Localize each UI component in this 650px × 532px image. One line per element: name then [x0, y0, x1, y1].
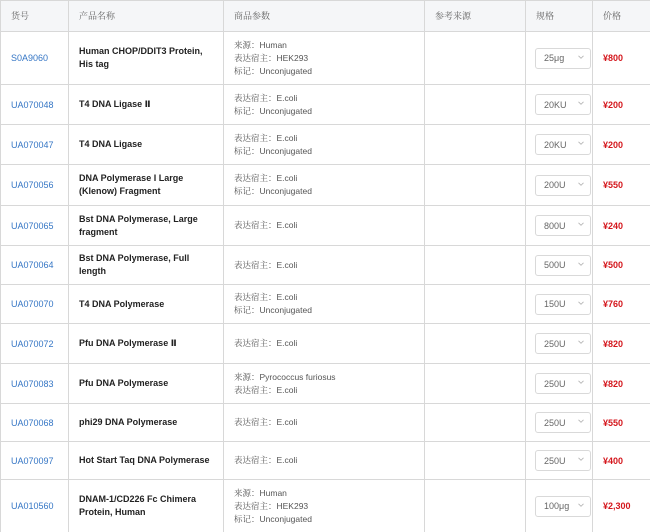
param-line: 表达宿主：E.coli — [234, 173, 298, 183]
reference-cell — [425, 165, 526, 206]
chevron-down-icon — [578, 54, 584, 60]
reference-cell — [425, 480, 526, 532]
spec-cell — [526, 324, 593, 364]
product-name[interactable]: DNAM-1/CD226 Fc Chimera Protein, Human — [69, 480, 224, 532]
sku-link[interactable]: UA070047 — [11, 139, 54, 150]
spec-value: 250U — [544, 338, 566, 349]
header-params: 商品参数 — [224, 1, 425, 32]
spec-select[interactable] — [535, 255, 591, 276]
header-ref: 参考来源 — [425, 1, 526, 32]
spec-value: 250U — [544, 455, 566, 466]
price-cell: ¥550 — [593, 404, 650, 442]
sku-link[interactable]: S0A9060 — [11, 53, 49, 63]
param-line: 来源：Human — [234, 487, 287, 498]
sku-cell — [1, 246, 69, 285]
sku-cell — [1, 442, 69, 480]
spec-select[interactable] — [535, 48, 591, 69]
price-cell: ¥760 — [593, 285, 650, 324]
header-price: 价格 — [593, 1, 650, 32]
spec-select[interactable] — [535, 496, 591, 517]
spec-cell — [526, 404, 593, 442]
product-name[interactable]: DNA Polymerase I Large (Klenow) Fragment — [69, 165, 224, 206]
product-name[interactable]: Bst DNA Polymerase, Large fragment — [69, 206, 224, 246]
product-name[interactable]: Pfu DNA Polymerase — [69, 364, 224, 404]
spec-select[interactable] — [535, 450, 591, 471]
spec-value: 20KU — [544, 99, 567, 110]
param-line: 标记：Unconjugated — [234, 305, 312, 315]
sku-cell — [1, 125, 69, 165]
product-params — [224, 206, 425, 246]
product-name[interactable]: T4 DNA Ligase — [69, 125, 224, 165]
product-params — [224, 442, 425, 480]
price-cell: ¥200 — [593, 85, 650, 125]
product-params — [224, 32, 425, 85]
sku-cell — [1, 364, 69, 404]
spec-value: 250U — [544, 417, 566, 428]
product-params — [224, 125, 425, 165]
spec-cell — [526, 285, 593, 324]
spec-select[interactable] — [535, 175, 591, 196]
product-name[interactable]: phi29 DNA Polymerase — [69, 404, 224, 442]
chevron-down-icon — [578, 502, 584, 508]
sku-cell — [1, 324, 69, 364]
spec-cell — [526, 206, 593, 246]
param-line: 标记：Unconjugated — [234, 186, 312, 196]
spec-select[interactable] — [535, 134, 591, 155]
sku-link[interactable]: UA010560 — [11, 501, 54, 511]
param-line: 来源：Pyrococcus furiosus — [234, 371, 336, 382]
spec-value: 800U — [544, 220, 566, 231]
spec-select[interactable] — [535, 412, 591, 433]
product-params — [224, 480, 425, 532]
sku-cell — [1, 165, 69, 206]
reference-cell — [425, 285, 526, 324]
table-row — [1, 246, 650, 285]
param-line: 表达宿主：E.coli — [234, 292, 298, 302]
table-row — [1, 32, 650, 85]
spec-select[interactable] — [535, 333, 591, 354]
header-name: 产品名称 — [69, 1, 224, 32]
table-row — [1, 85, 650, 125]
price-cell: ¥200 — [593, 125, 650, 165]
param-line: 表达宿主：E.coli — [234, 220, 298, 230]
product-name[interactable]: T4 DNA Polymerase — [69, 285, 224, 324]
sku-cell — [1, 85, 69, 125]
price-cell: ¥820 — [593, 364, 650, 404]
param-line: 表达宿主：HEK293 — [234, 52, 309, 63]
spec-select[interactable] — [535, 373, 591, 394]
chevron-down-icon — [578, 339, 584, 345]
param-line: 标记：Unconjugated — [234, 65, 312, 76]
product-params — [224, 324, 425, 364]
table-row — [1, 285, 650, 324]
spec-value: 25μg — [544, 53, 565, 63]
spec-cell — [526, 32, 593, 85]
table-row — [1, 206, 650, 246]
param-line: 表达宿主：E.coli — [234, 338, 298, 348]
spec-select[interactable] — [535, 294, 591, 315]
product-params — [224, 246, 425, 285]
spec-cell — [526, 364, 593, 404]
reference-cell — [425, 404, 526, 442]
sku-link[interactable]: UA070065 — [11, 220, 54, 231]
reference-cell — [425, 246, 526, 285]
sku-link[interactable]: UA070056 — [11, 180, 54, 190]
header-sku: 货号 — [1, 1, 69, 32]
sku-link[interactable]: UA070070 — [11, 299, 54, 309]
product-name[interactable]: Bst DNA Polymerase, Full length — [69, 246, 224, 285]
product-params — [224, 85, 425, 125]
spec-select[interactable] — [535, 94, 591, 115]
table-row — [1, 364, 650, 404]
chevron-down-icon — [578, 100, 584, 106]
spec-cell — [526, 246, 593, 285]
spec-cell — [526, 85, 593, 125]
chevron-down-icon — [578, 300, 584, 306]
sku-cell — [1, 32, 69, 85]
sku-link[interactable]: UA070072 — [11, 338, 54, 349]
table-row — [1, 125, 650, 165]
param-line: 标记：Unconjugated — [234, 145, 312, 156]
price-cell: ¥820 — [593, 324, 650, 364]
chevron-down-icon — [578, 140, 584, 146]
product-name[interactable]: Hot Start Taq DNA Polymerase — [69, 442, 224, 480]
product-params — [224, 165, 425, 206]
reference-cell — [425, 125, 526, 165]
chevron-down-icon — [578, 181, 584, 187]
param-line: 表达宿主：E.coli — [234, 132, 298, 143]
sku-link[interactable]: UA070083 — [11, 378, 54, 389]
sku-cell — [1, 404, 69, 442]
sku-link[interactable]: UA070064 — [11, 260, 54, 270]
table-row — [1, 480, 650, 532]
product-params — [224, 285, 425, 324]
param-line: 表达宿主：E.coli — [234, 259, 298, 270]
header-spec: 规格 — [526, 1, 593, 32]
spec-cell — [526, 442, 593, 480]
price-cell: ¥500 — [593, 246, 650, 285]
reference-cell — [425, 442, 526, 480]
sku-cell — [1, 206, 69, 246]
table-row — [1, 165, 650, 206]
chevron-down-icon — [578, 379, 584, 385]
table-row — [1, 324, 650, 364]
price-cell: ¥2,300 — [593, 480, 650, 532]
param-line: 表达宿主：HEK293 — [234, 500, 309, 511]
param-line: 标记：Unconjugated — [234, 105, 312, 116]
product-name[interactable]: Pfu DNA Polymerase Ⅱ — [69, 324, 224, 364]
sku-link[interactable]: UA070048 — [11, 99, 54, 110]
param-line: 表达宿主：E.coli — [234, 455, 298, 465]
product-params — [224, 404, 425, 442]
param-line: 表达宿主：E.coli — [234, 384, 298, 395]
chevron-down-icon — [578, 456, 584, 462]
param-line: 标记：Unconjugated — [234, 513, 312, 524]
price-cell: ¥800 — [593, 32, 650, 85]
sku-cell — [1, 285, 69, 324]
table-row — [1, 442, 650, 480]
param-line: 表达宿主：E.coli — [234, 92, 298, 103]
sku-cell — [1, 480, 69, 532]
chevron-down-icon — [578, 221, 584, 227]
sku-link[interactable]: UA070068 — [11, 417, 54, 428]
reference-cell — [425, 206, 526, 246]
price-cell: ¥550 — [593, 165, 650, 206]
table-header-row — [1, 1, 650, 32]
spec-value: 200U — [544, 180, 566, 190]
spec-value: 500U — [544, 260, 566, 270]
param-line: 来源：Human — [234, 39, 287, 50]
price-cell: ¥400 — [593, 442, 650, 480]
param-line: 表达宿主：E.coli — [234, 417, 298, 427]
table-row — [1, 404, 650, 442]
product-params — [224, 364, 425, 404]
spec-value: 150U — [544, 299, 566, 309]
chevron-down-icon — [578, 261, 584, 267]
reference-cell — [425, 32, 526, 85]
reference-cell — [425, 85, 526, 125]
spec-value: 250U — [544, 378, 566, 389]
spec-cell — [526, 165, 593, 206]
spec-value: 20KU — [544, 139, 567, 150]
reference-cell — [425, 364, 526, 404]
spec-value: 100μg — [544, 501, 570, 511]
product-name[interactable]: Human CHOP/DDIT3 Protein, His tag — [69, 32, 224, 85]
spec-cell — [526, 480, 593, 532]
product-name[interactable]: T4 DNA Ligase Ⅱ — [69, 85, 224, 125]
spec-cell — [526, 125, 593, 165]
spec-select[interactable] — [535, 215, 591, 236]
price-cell: ¥240 — [593, 206, 650, 246]
sku-link[interactable]: UA070097 — [11, 455, 54, 466]
chevron-down-icon — [578, 418, 584, 424]
reference-cell — [425, 324, 526, 364]
